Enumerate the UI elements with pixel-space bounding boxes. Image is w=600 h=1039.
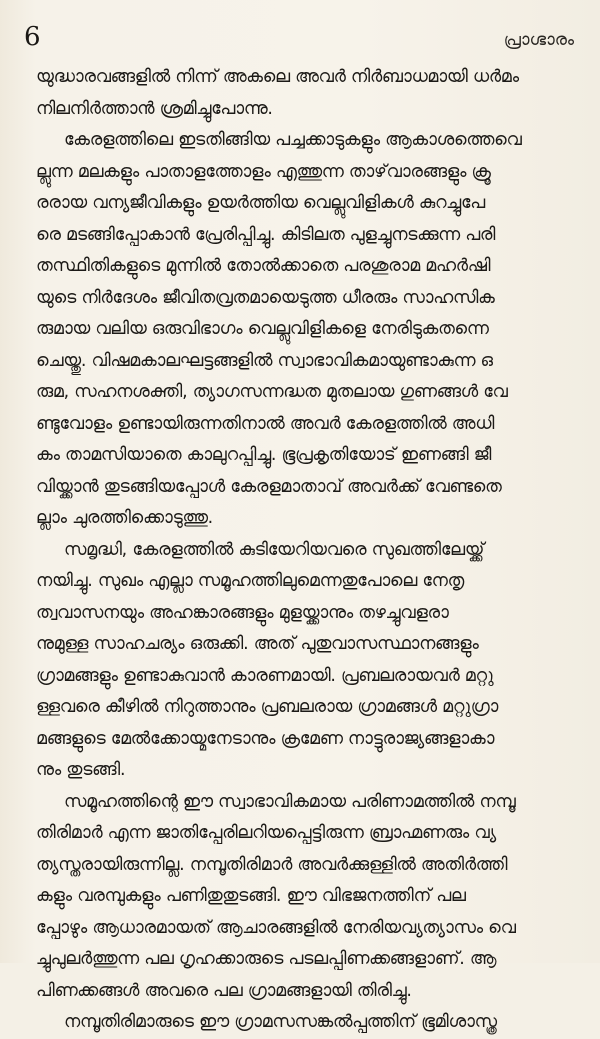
text-line: ച്ചുപുലർത്തുന്ന പല ഗൃഹക്കാരുടെ പടലപ്പിണക്കങ്ങളാണ്. ആ — [36, 949, 497, 969]
body-text — [36, 62, 582, 1039]
text-line: നുമുള്ള സാഹചര്യം ഒരുക്കി. അത് പുതുവാസസ്ഥാനങ്ങളും — [36, 634, 479, 654]
text-line: ചെയ്തു. വിഷമകാലഘട്ടങ്ങളിൽ സ്വാഭാവികമായുണ്ടാകുന്ന ഒ — [36, 350, 493, 371]
page-number: 6 — [24, 22, 41, 52]
text-line: വിയ്ക്കാൻ തുടങ്ങിയപ്പോൾ കേരളമാതാവ് അവർക്ക് വേണ്ടതെ — [36, 476, 502, 497]
text-line: സമൃദ്ധി, കേരളത്തിൽ കുടിയേറിയവരെ സുഖത്തിലേയ്ക്ക് — [64, 539, 484, 560]
text-line: ത്വവാസനയും അഹങ്കാരങ്ങളും മുളയ്ക്കാനും തഴച്ചുവളരാ — [36, 602, 449, 623]
text-line: തസ്ഥിതികളുടെ മുന്നിൽ തോൽക്കാതെ പരശുരാമ മഹർഷി — [36, 256, 491, 276]
text-line: രുമ, സഹനശക്തി, ത്യാഗസന്നദ്ധത മുതലായ ഗുണങ്ങൾ വേ — [36, 382, 508, 402]
text-line: നയിച്ചു. സുഖം എല്ലാ സമൂഹത്തിലുമെന്നതുപോലെ നേതൃ — [36, 571, 464, 591]
text-line: നമ്പൂതിരിമാരുടെ ഈ ഗ്രാമസസങ്കൽപ്പത്തിന് ഭൂമിശാസ്ത്ര — [64, 1012, 497, 1032]
text-line: രരായ വന്യജീവികളും ഉയർത്തിയ വെല്ലുവിളികൾ കുറച്ചുപേ — [36, 193, 485, 213]
text-line: ള്ളവരെ കീഴിൽ നിറുത്താനും പ്രബലരായ ഗ്രാമങ്ങൾ മറ്റുഗ്രാ — [36, 697, 499, 717]
text-line: കം താമസിയാതെ കാലുറപ്പിച്ചു. ഭൂപ്രകൃതിയോട് ഇണങ്ങി ജീ — [36, 445, 492, 465]
text-line: രുമായ വലിയ ഒരുവിഭാഗം വെല്ലുവിളികളെ നേരിടുകതന്നെ — [36, 319, 489, 339]
text-line: യുടെ നിർദേശം ജീവിതവ്രതമായെടുത്ത ധീരരും സാഹസിക — [36, 287, 495, 308]
text-line: നും തുടങ്ങി. — [36, 760, 126, 780]
text-line: ണ്ടുവോളം ഉണ്ടായിരുന്നതിനാൽ അവർ കേരളത്തിൽ അധി — [36, 413, 495, 434]
text-line: പ്പോഴും ആധാരമായത് ആചാരങ്ങളിൽ നേരിയവ്യത്യാസം വെ — [36, 917, 516, 938]
text-line: ല്ലുന്ന മലകളും പാതാളത്തോളം എത്തുന്ന താഴ്‌വാരങ്ങളും ക്രൂ — [36, 161, 491, 182]
text-line: യുദ്ധാരവങ്ങളിൽ നിന്ന് അകലെ അവർ നിർബാധമായി ധർമം — [36, 67, 519, 87]
text-line: ഗ്രാമങ്ങളും ഉണ്ടാകുവാൻ കാരണമായി. പ്രബലരായവർ മറ്റു — [36, 665, 494, 686]
text-line: കേരളത്തിലെ ഇടതിങ്ങിയ പച്ചക്കാടുകളും ആകാശത്തെവെ — [64, 130, 522, 150]
text-line: മങ്ങളുടെ മേൽക്കോയ്മനേടാനും ക്രമേണ നാട്ടുരാജ്യങ്ങളാകാ — [36, 728, 495, 749]
text-line: രെ മടങ്ങിപ്പോകാൻ പ്രേരിപ്പിച്ചു. കിടിലത പുളച്ചുനടക്കുന്ന പരി — [36, 224, 496, 245]
text-line: പിണക്കങ്ങൾ അവരെ പല ഗ്രാമങ്ങളായി തിരിച്ചു. — [36, 980, 412, 1001]
text-line: കളും വരമ്പുകളും പണിതുതുടങ്ങി. ഈ വിഭജനത്തിന് പല — [36, 886, 466, 906]
text-line: ല്ലാം ചുരത്തിക്കൊടുത്തു. — [36, 508, 214, 528]
text-line: ത്യസ്തരായിരുന്നില്ല. നമ്പൂതിരിമാർ അവർക്കുള്ളിൽ അതിർത്തി — [36, 854, 508, 875]
text-line: തിരിമാർ എന്ന ജാതിപ്പേരിലറിയപ്പെട്ടിരുന്ന ബ്രാഹ്മണരും വ്യ — [36, 823, 496, 843]
running-head: പ്രാഗ്ഭാരം — [503, 30, 574, 50]
text-line: നിലനിർത്താൻ ശ്രമിച്ചുപോന്നു. — [36, 98, 273, 119]
text-line: സമൂഹത്തിന്റെ ഈ സ്വാഭാവികമായ പരിണാമത്തിൽ നമ്പൂ — [64, 791, 516, 812]
